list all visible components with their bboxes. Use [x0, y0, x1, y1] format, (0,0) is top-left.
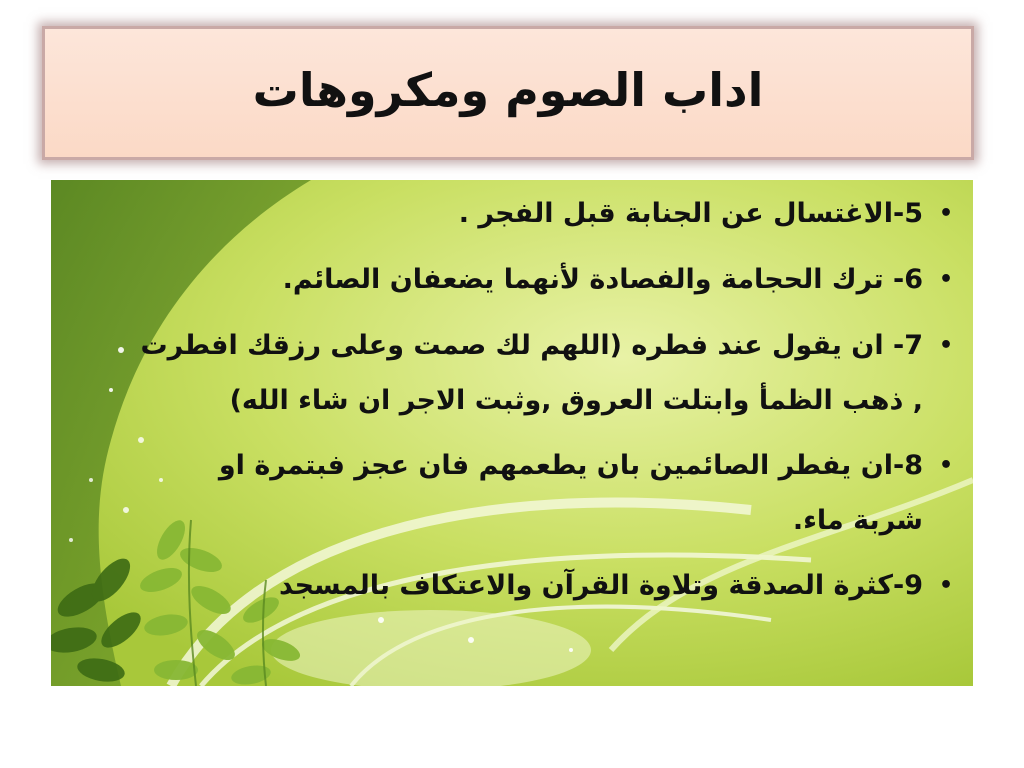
bullet-dot-icon: •: [938, 333, 953, 358]
bullet-list: [51, 180, 973, 686]
bullet-item: [65, 252, 953, 307]
bullet-text: 7- ان يقول عند فطره (اللهم لك صمت وعلى رزقك افطرت: [140, 330, 923, 361]
bullet-dot-icon: •: [938, 573, 953, 598]
bullet-item: [65, 558, 953, 613]
bullet-text: 5-الاغتسال عن الجنابة قبل الفجر .: [458, 198, 923, 229]
slide-title: اداب الصوم ومكروهات: [252, 63, 764, 117]
bullet-text: شربة ماء.: [792, 505, 923, 536]
bullet-text: 6- ترك الحجامة والفصادة لأنهما يضعفان الصائم.: [282, 264, 923, 295]
content-area: [51, 180, 973, 686]
bullet-item: [65, 186, 953, 241]
title-box: [42, 26, 974, 160]
bullet-dot-icon: •: [938, 201, 953, 226]
bullet-dot-icon: •: [938, 453, 953, 478]
bullet-item: [65, 438, 953, 548]
bullet-item: [65, 318, 953, 428]
bullet-dot-icon: •: [938, 267, 953, 292]
bullet-text: , ذهب الظمأ وابتلت العروق ,وثبت الاجر ان شاء الله): [229, 385, 923, 416]
bullet-text: 9-كثرة الصدقة وتلاوة القرآن والاعتكاف بالمسجد: [278, 570, 923, 601]
bullet-text: 8-ان يفطر الصائمين بان يطعمهم فان عجز فبتمرة او: [218, 450, 923, 481]
